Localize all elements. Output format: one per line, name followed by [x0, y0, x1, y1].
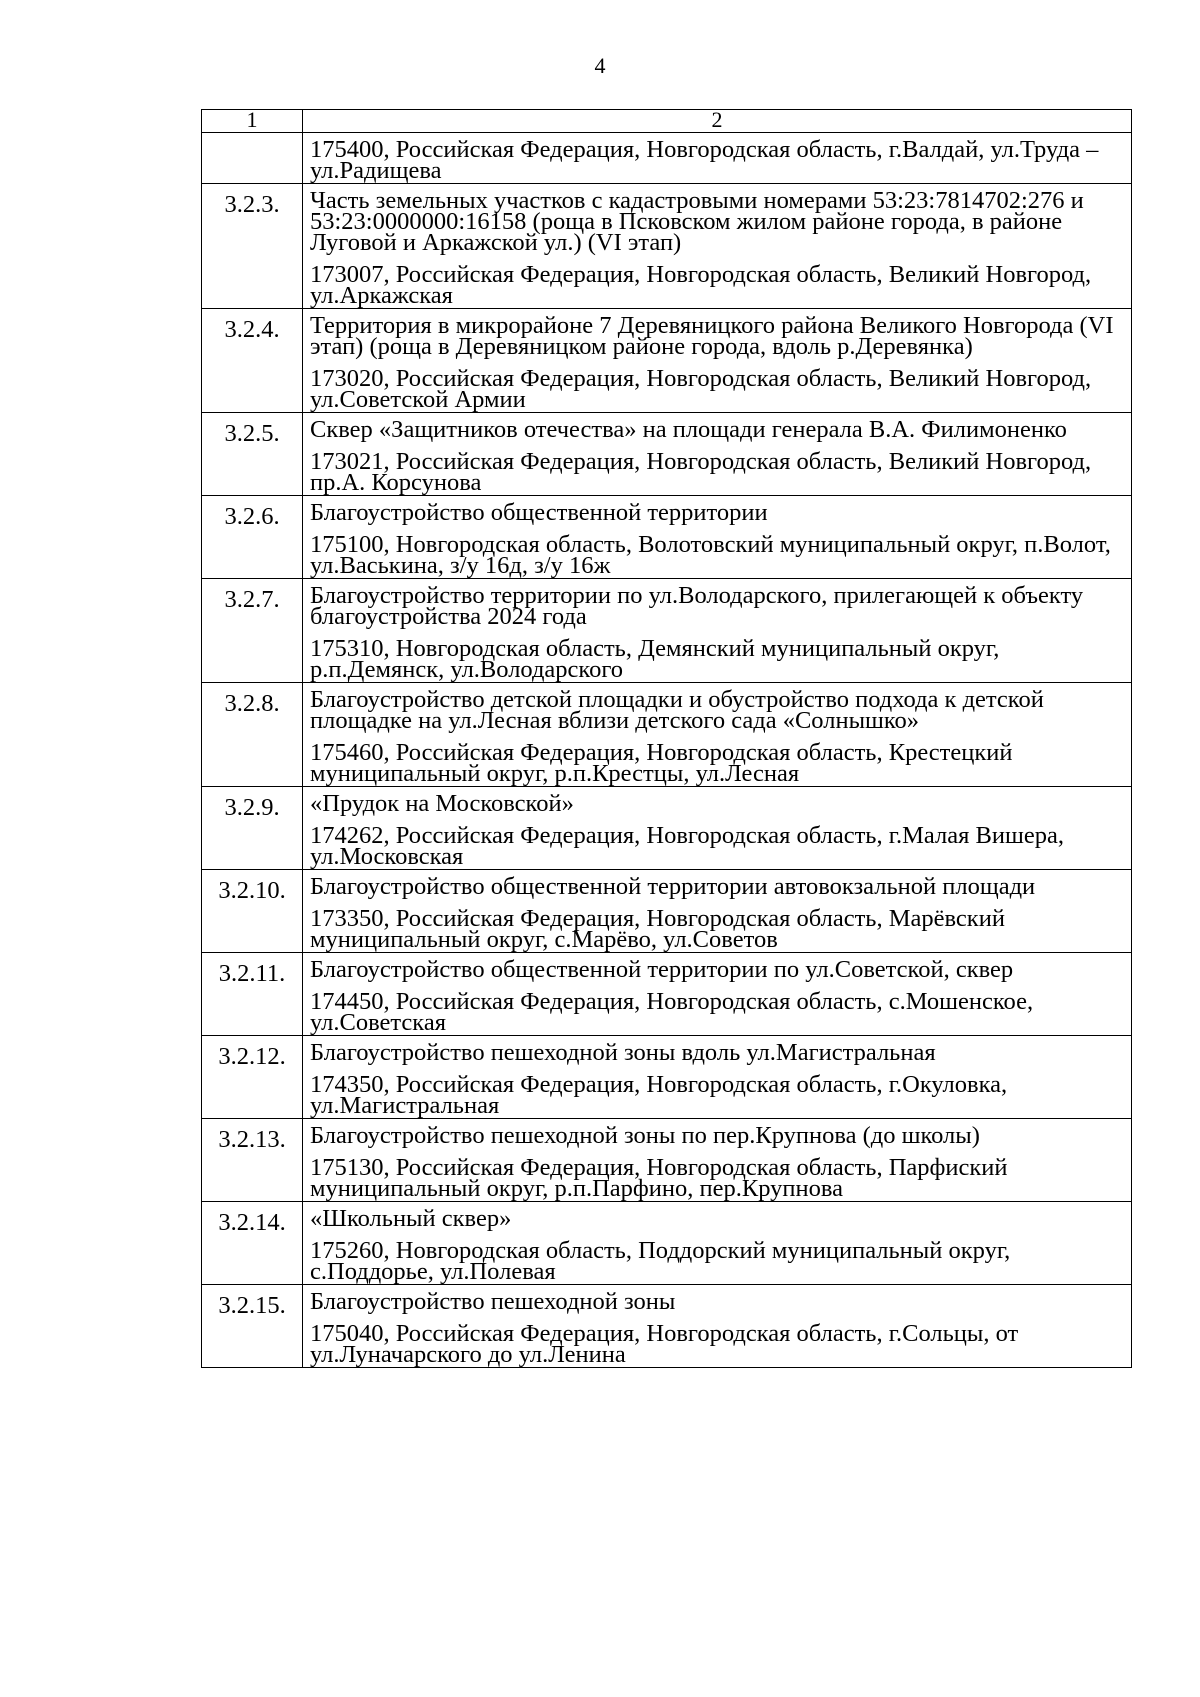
row-number: 3.2.6.	[202, 496, 303, 579]
table-row	[202, 953, 1132, 1036]
row-number: 3.2.13.	[202, 1119, 303, 1202]
object-name: Благоустройство пешеходной зоны вдоль ул.Магистральная	[310, 1039, 936, 1066]
row-number	[202, 133, 303, 184]
row-number: 3.2.4.	[202, 309, 303, 413]
object-name: Благоустройство пешеходной зоны	[310, 1288, 676, 1315]
table-row	[202, 309, 1132, 413]
row-number: 3.2.11.	[202, 953, 303, 1036]
row-content	[303, 870, 1132, 953]
table-row	[202, 496, 1132, 579]
row-content	[303, 309, 1132, 413]
row-number: 3.2.3.	[202, 184, 303, 309]
object-address: 175260, Новгородская область, Поддорский муниципальный округ, с.Поддорье, ул.Полевая	[310, 1237, 1011, 1285]
table-row	[202, 787, 1132, 870]
table-row	[202, 133, 1132, 184]
table-row	[202, 413, 1132, 496]
header-col-2: 2	[303, 110, 1132, 133]
table-row	[202, 870, 1132, 953]
object-name: Благоустройство пешеходной зоны по пер.Крупнова (до школы)	[310, 1122, 980, 1149]
row-number: 3.2.10.	[202, 870, 303, 953]
object-name: Часть земельных участков с кадастровыми номерами 53:23:7814702:276 и 53:23:0000000:16158 (роща в Псковском жилом районе города, в районе Луговой и Аркажской ул.) (VI этап)	[310, 187, 1084, 256]
row-content	[303, 133, 1132, 184]
page-number: 4	[594, 53, 606, 78]
object-address: 173020, Российская Федерация, Новгородская область, Великий Новгород, ул.Советской Армии	[310, 365, 1092, 413]
object-address: 175460, Российская Федерация, Новгородская область, Крестецкий муниципальный округ, р.п.Крестцы, ул.Лесная	[310, 739, 1013, 787]
object-address: 173007, Российская Федерация, Новгородская область, Великий Новгород, ул.Аркажская	[310, 261, 1092, 309]
row-content	[303, 1036, 1132, 1119]
object-name: «Школьный сквер»	[310, 1205, 512, 1232]
row-content	[303, 413, 1132, 496]
row-content	[303, 1119, 1132, 1202]
row-number: 3.2.12.	[202, 1036, 303, 1119]
object-name: Благоустройство общественной территории	[310, 499, 768, 526]
objects-table	[201, 109, 1132, 1368]
table-row	[202, 579, 1132, 683]
row-number: 3.2.8.	[202, 683, 303, 787]
object-address: 175130, Российская Федерация, Новгородская область, Парфиский муниципальный округ, р.п.Парфино, пер.Крупнова	[310, 1154, 1008, 1202]
object-address: 175040, Российская Федерация, Новгородская область, г.Сольцы, от ул.Луначарского до ул.Ленина	[310, 1320, 1019, 1368]
row-content	[303, 787, 1132, 870]
object-address: 173350, Российская Федерация, Новгородская область, Марёвский муниципальный округ, с.Марёво, ул.Советов	[310, 905, 1005, 953]
table-header-row	[202, 110, 1132, 133]
row-content	[303, 1285, 1132, 1368]
object-name: Сквер «Защитников отечества» на площади генерала В.А. Филимоненко	[310, 416, 1067, 443]
row-number: 3.2.9.	[202, 787, 303, 870]
object-name: Благоустройство общественной территории по ул.Советской, сквер	[310, 956, 1014, 983]
row-content	[303, 184, 1132, 309]
object-name: Территория в микрорайоне 7 Деревяницкого района Великого Новгорода (VI этап) (роща в Деревяницком районе города, вдоль р.Деревянка)	[310, 312, 1114, 360]
row-content	[303, 1202, 1132, 1285]
object-address: 173021, Российская Федерация, Новгородская область, Великий Новгород, пр.А. Корсунова	[310, 448, 1092, 496]
header-col-1: 1	[202, 110, 303, 133]
object-name: Благоустройство общественной территории автовокзальной площади	[310, 873, 1036, 900]
table-row	[202, 683, 1132, 787]
object-name: Благоустройство территории по ул.Володарского, прилегающей к объекту благоустройства 2024 года	[310, 582, 1084, 630]
table-row	[202, 1036, 1132, 1119]
row-content	[303, 496, 1132, 579]
row-number: 3.2.14.	[202, 1202, 303, 1285]
object-address: 175100, Новгородская область, Волотовский муниципальный округ, п.Волот, ул.Васькина, з/у 16д, з/у 16ж	[310, 531, 1111, 579]
row-number: 3.2.7.	[202, 579, 303, 683]
row-content	[303, 683, 1132, 787]
object-name: Благоустройство детской площадки и обустройство подхода к детской площадке на ул.Лесная вблизи детского сада «Солнышко»	[310, 686, 1044, 734]
row-number: 3.2.15.	[202, 1285, 303, 1368]
row-number: 3.2.5.	[202, 413, 303, 496]
object-address: 174262, Российская Федерация, Новгородская область, г.Малая Вишера, ул.Московская	[310, 822, 1064, 870]
table-row	[202, 1202, 1132, 1285]
table-row	[202, 1285, 1132, 1368]
table-row	[202, 184, 1132, 309]
object-address: 175400, Российская Федерация, Новгородская область, г.Валдай, ул.Труда – ул.Радищева	[310, 136, 1099, 184]
object-address: 174350, Российская Федерация, Новгородская область, г.Окуловка, ул.Магистральная	[310, 1071, 1008, 1119]
table-row	[202, 1119, 1132, 1202]
row-content	[303, 953, 1132, 1036]
object-address: 175310, Новгородская область, Демянский муниципальный округ, р.п.Демянск, ул.Володарского	[310, 635, 1000, 683]
row-content	[303, 579, 1132, 683]
object-address: 174450, Российская Федерация, Новгородская область, с.Мошенское, ул.Советская	[310, 988, 1034, 1036]
object-name: «Прудок на Московской»	[310, 790, 574, 817]
